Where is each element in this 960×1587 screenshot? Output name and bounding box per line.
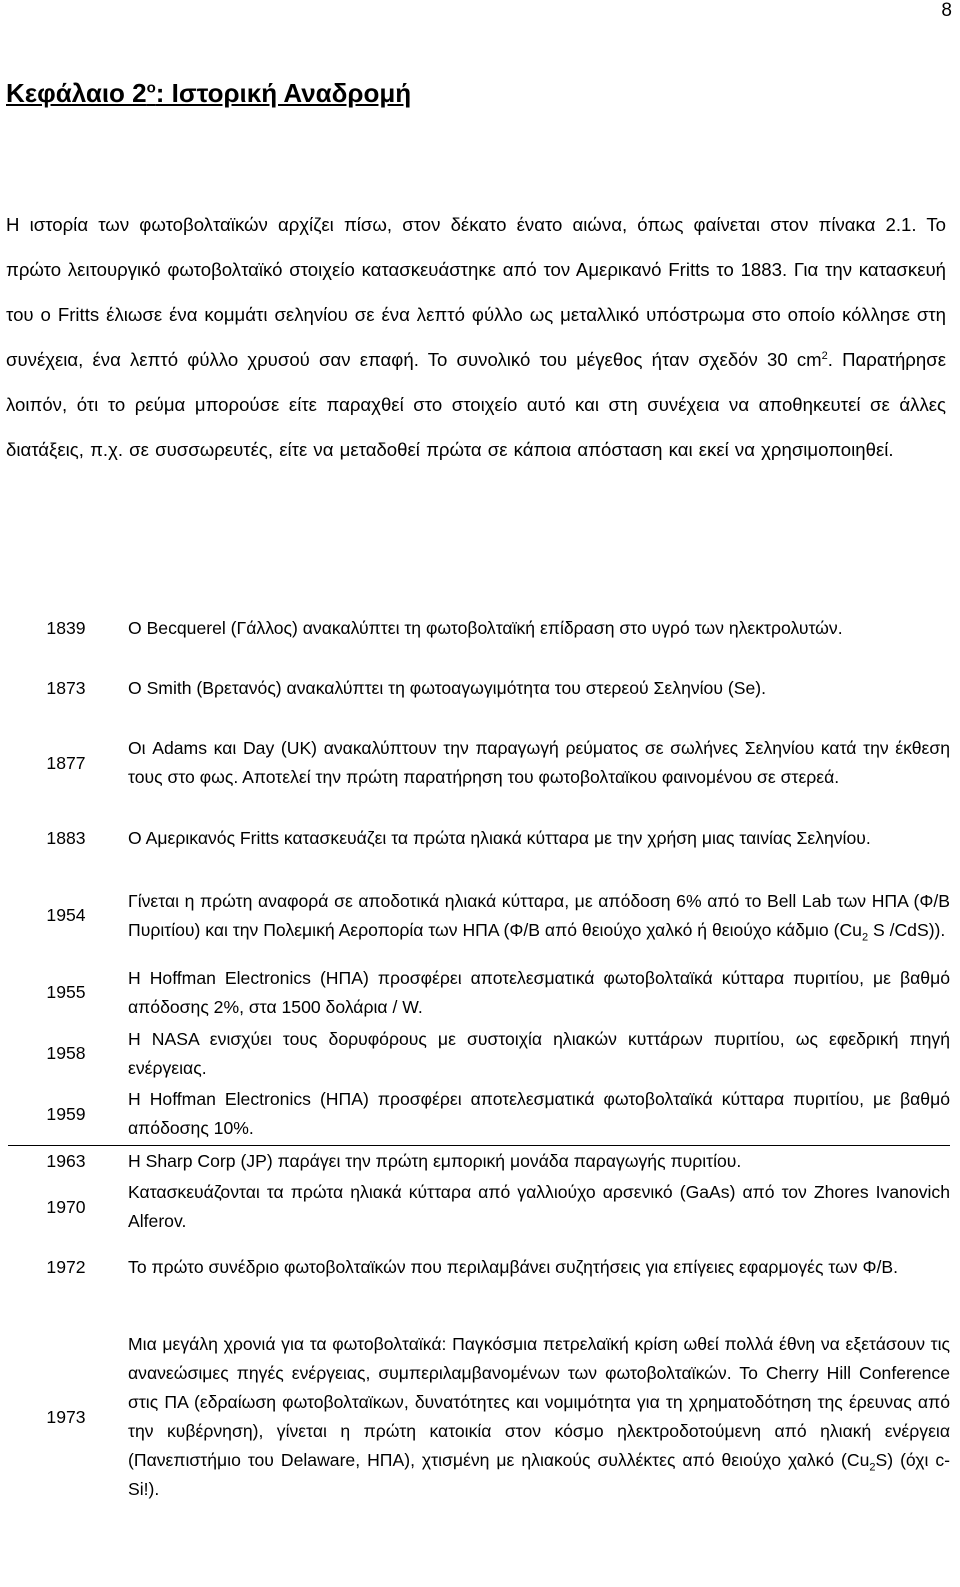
timeline-year: 1958 — [46, 1043, 86, 1063]
timeline-year: 1973 — [46, 1406, 86, 1427]
timeline-year: 1877 — [46, 752, 86, 773]
timeline-event: Η NASA ενισχύει τους δορυφόρους με συστοιχία ηλιακών κυττάρων πυριτίου, ως εφεδρική πηγή ενέργειας. — [128, 1028, 950, 1078]
timeline-event-text: Μια μεγάλη χρονιά για τα φωτοβολταϊκά: Παγκόσμια πετρελαϊκή κρίση ωθεί πολλά έθνη να εξετάσουν τις ανανεώσιμες πηγές ενέργειας, συμπεριλαμβανομένων των φωτοβολταϊκών. Το Cherry Hill Conference στις ΠΑ (εδραίωση φωτοβολταϊκων, δυνατότητες και νομιμότητα για τη χρηματοδότηση της έρευνας από την κυβέρνηση), γίνεται η πρώτη κατοικία στον κόσμο ηλεκτροδοτούμενη από ηλιακή ενέργεια (Πανεπιστήμιο του Delaware, ΗΠΑ), χτισμένη με ηλιακούς συλλέκτες από θειούχο χαλκό (Cu — [128, 1334, 950, 1470]
intro-superscript: 2 — [821, 349, 828, 362]
timeline-year: 1970 — [46, 1196, 86, 1217]
timeline-event: Ο Smith (Βρετανός) ανακαλύπτει τη φωτοαγωγιμότητα του στερεού Σεληνίου (Se). — [128, 678, 766, 698]
history-timeline-table — [8, 598, 950, 1537]
timeline-row — [8, 598, 950, 659]
intro-paragraph — [6, 202, 946, 472]
timeline-event: Ο Αμερικανός Fritts κατασκευάζει τα πρώτα ηλιακά κύτταρα με την χρήση μιας ταινίας Σεληνίου. — [128, 828, 871, 848]
chapter-title-suffix: : Ιστορική Αναδρομή — [155, 78, 412, 108]
timeline-event — [124, 869, 950, 962]
timeline-year: 1873 — [46, 678, 86, 698]
chapter-title-ordinal: ο — [146, 79, 156, 97]
timeline-event-subscript: 2 — [869, 1461, 876, 1474]
timeline-row — [8, 1145, 950, 1177]
timeline-event: Οι Adams και Day (UK) ανακαλύπτουν την παραγωγή ρεύματος σε σωλήνες Σεληνίου κατά την έκθεση τους στο φως. Αποτελεί την πρώτη παρατήρηση του φωτοβολταϊκου φαινομένου σε στερεά. — [128, 738, 950, 787]
timeline-row — [8, 1177, 950, 1237]
chapter-title — [6, 78, 411, 109]
timeline-row — [8, 1237, 950, 1297]
timeline-event: Η Sharp Corp (JP) παράγει την πρώτη εμπορική μονάδα παραγωγής πυριτίου. — [124, 1145, 950, 1177]
timeline-event: Η Hoffman Electronics (ΗΠΑ) προσφέρει αποτελεσματικά φωτοβολταϊκά κύτταρα πυριτίου, με βαθμό απόδοσης 10%. — [128, 1089, 950, 1139]
timeline-event-text: S /CdS)). — [868, 919, 946, 940]
timeline-event: Η Hoffman Electronics (ΗΠΑ) προσφέρει αποτελεσματικά φωτοβολταϊκά κύτταρα πυριτίου, με βαθμό απόδοσης 2%, στα 1500 δολάρια / W. — [128, 967, 950, 1017]
chapter-title-prefix: Κεφάλαιο 2 — [6, 78, 147, 108]
timeline-row — [8, 1023, 950, 1084]
timeline-event — [124, 1297, 950, 1537]
timeline-row — [8, 659, 950, 718]
timeline-year: 1839 — [46, 618, 86, 638]
timeline-row — [8, 1297, 950, 1537]
timeline-year: 1963 — [8, 1145, 124, 1177]
timeline-row — [8, 808, 950, 869]
intro-text-part1: Η ιστορία των φωτοβολταϊκών αρχίζει πίσω, στον δέκατο ένατο αιώνα, όπως φαίνεται στον πίνακα 2.1. Το πρώτο λειτουργικό φωτοβολταϊκό στοιχείο κατασκευάστηκε από τον Αμερικανό Fritts το 1883. Για την κατασκευή του ο Fritts έλιωσε ένα κομμάτι σεληνίου σε ένα λεπτό φύλλο ως μεταλλικό υπόστρωμα στο οποίο κόλλησε στη συνέχεια, ένα λεπτό φύλλο χρυσού σαν επαφή. Το συνολικό του μέγεθος ήταν σχεδόν 30 cm — [6, 214, 946, 370]
timeline-event-subscript: 2 — [861, 931, 869, 944]
timeline-row — [8, 962, 950, 1023]
timeline-event: Ο Becquerel (Γάλλος) ανακαλύπτει τη φωτοβολταϊκή επίδραση στο υγρό των ηλεκτρολυτών. — [128, 618, 843, 638]
timeline-event-text: S) (όχι c-Si!). — [128, 1450, 951, 1499]
intro-text-part2: . Παρατήρησε λοιπόν, ότι το ρεύμα μπορούσε είτε παραχθεί στο στοιχείο αυτό και στη συνέχεια να αποθηκευτεί σε άλλες διατάξεις, π.χ. σε συσσωρευτές, είτε να μεταδοθεί πρώτα σε κάποια απόσταση και εκεί να χρησιμοποιηθεί. — [6, 349, 946, 460]
timeline-year: 1972 — [46, 1256, 86, 1277]
timeline-year: 1959 — [46, 1103, 86, 1124]
timeline-row — [8, 1084, 950, 1145]
timeline-row — [8, 869, 950, 962]
timeline-year: 1954 — [46, 905, 86, 925]
timeline-event: Κατασκευάζονται τα πρώτα ηλιακά κύτταρα από γαλλιούχο αρσενικό (GaAs) από τον Zhores Ivanovich Alferov. — [128, 1182, 950, 1231]
timeline-year: 1955 — [46, 982, 86, 1002]
timeline-event: Το πρώτο συνέδριο φωτοβολταϊκών που περιλαμβάνει συζητήσεις για επίγειες εφαρμογές των Φ/Β. — [128, 1256, 899, 1277]
page-number: 8 — [941, 0, 952, 21]
timeline-year: 1883 — [46, 828, 86, 848]
timeline-event-text: Γίνεται η πρώτη αναφορά σε αποδοτικά ηλιακά κύτταρα, με απόδοση 6% από το Bell Lab των ΗΠΑ (Φ/Β Πυριτίου) και την Πολεμική Αεροπορία των ΗΠΑ (Φ/Β από θειούχο χαλκό ή θειούχο κάδμιο (Cu — [128, 890, 950, 940]
timeline-row — [8, 718, 950, 808]
